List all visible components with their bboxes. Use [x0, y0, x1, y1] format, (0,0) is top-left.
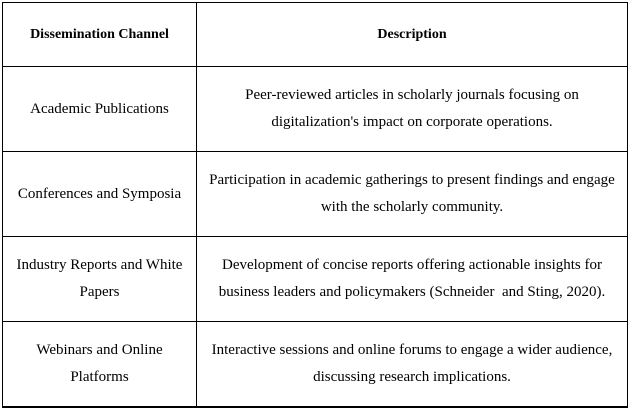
description-cell: Interactive sessions and online forums to engage a wider audience, discussing research implications. [197, 322, 628, 407]
header-description: Description [197, 3, 628, 67]
description-cell: Participation in academic gatherings to present findings and engage with the scholarly community. [197, 152, 628, 237]
dissemination-table [2, 2, 628, 408]
channel-cell: Academic Publications [3, 67, 197, 152]
channel-cell: Webinars and Online Platforms [3, 322, 197, 407]
table-row [3, 152, 628, 237]
channel-cell: Conferences and Symposia [3, 152, 197, 237]
description-cell: Peer-reviewed articles in scholarly journals focusing on digitalization's impact on corporate operations. [197, 67, 628, 152]
table-row [3, 322, 628, 407]
channel-cell: Industry Reports and White Papers [3, 237, 197, 322]
table-row [3, 67, 628, 152]
description-cell: Development of concise reports offering actionable insights for business leaders and policymakers (Schneider and Sting, 2020). [197, 237, 628, 322]
header-row [3, 3, 628, 67]
header-channel: Dissemination Channel [3, 3, 197, 67]
table-row [3, 237, 628, 322]
